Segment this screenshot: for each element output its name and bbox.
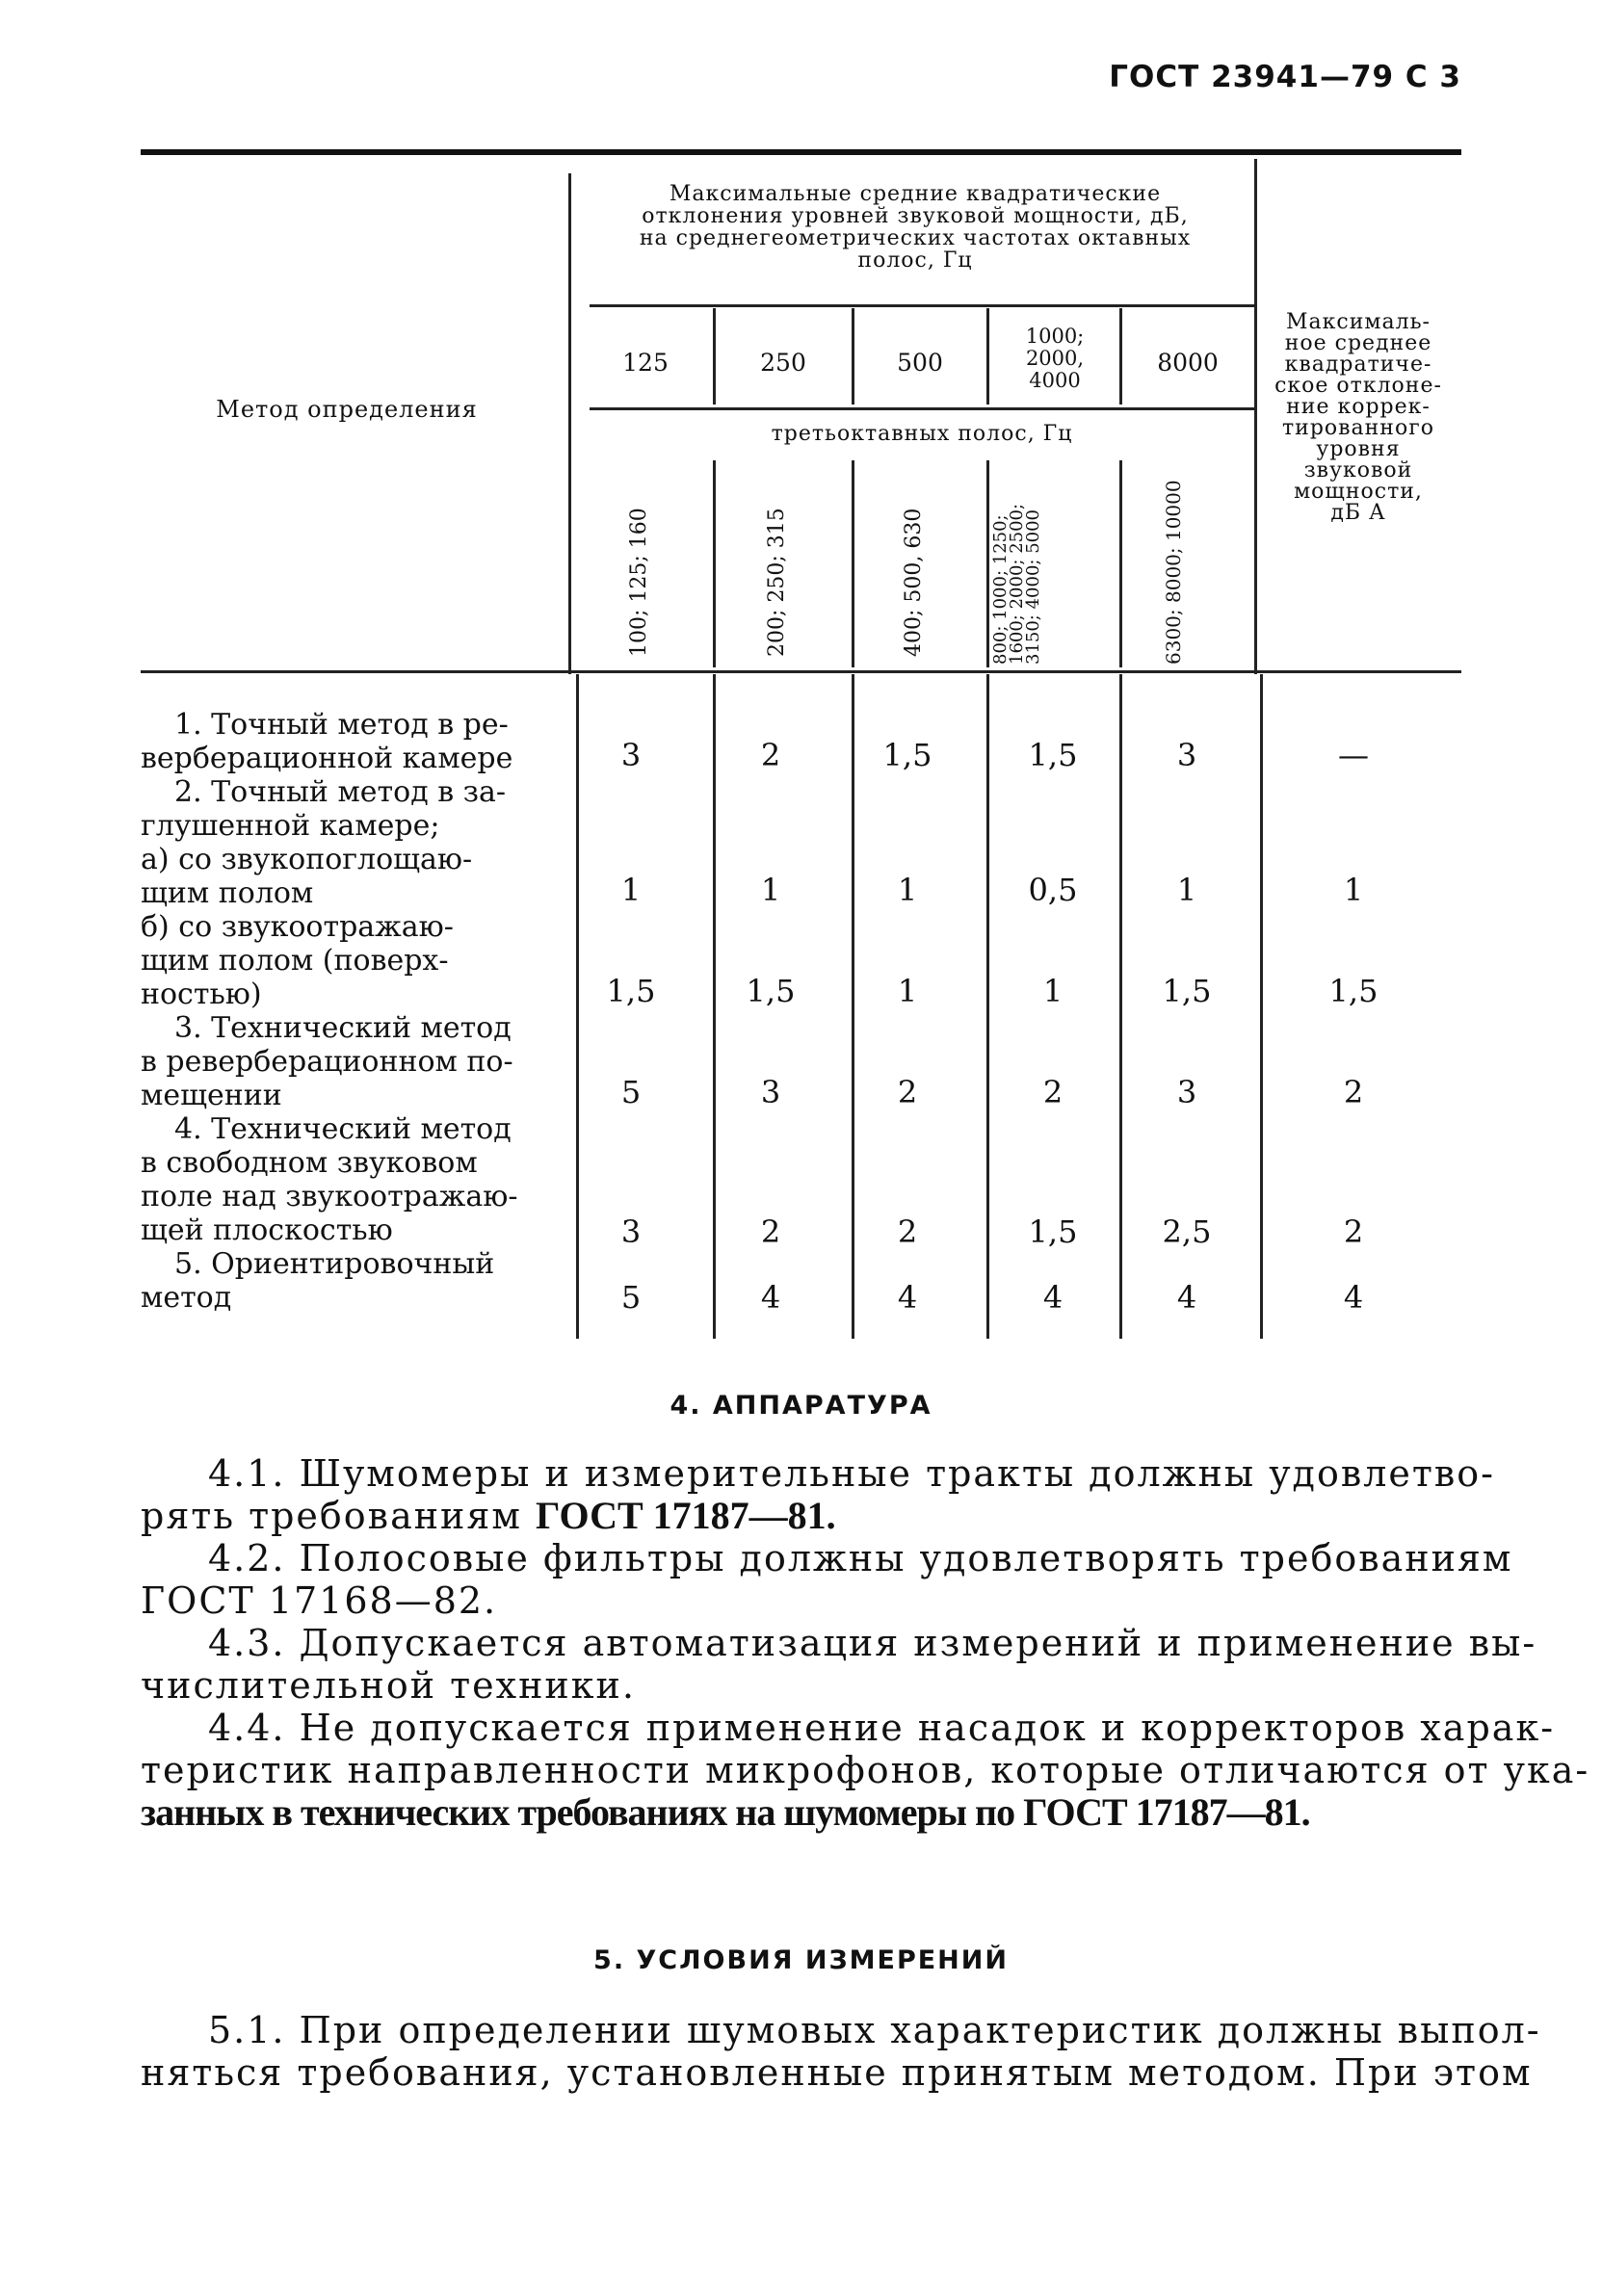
row-label-line: 3. Технический метод [174,1011,512,1045]
octave-band: 8000 [1157,349,1219,377]
para-line: няться требования, установленные принятым методом. При этом [141,2051,1533,2094]
row-label-line: в свободном звуковом [141,1146,478,1180]
table-divider [141,670,1461,673]
third-octave-band: 200; 250; 315 [765,508,789,657]
table-cell-value: 1 [1176,872,1197,908]
para-line: рять требованиям [141,1495,522,1537]
group-header-line: на среднегеометрических частотах октавных [639,226,1192,250]
table-cell-value: 1,5 [1162,973,1212,1009]
table-cell-value: 1 [1042,973,1064,1009]
table-cell-value: 3 [620,737,642,773]
third-octave-band: 400; 500, 630 [902,508,926,657]
table-cell-value: 1,5 [882,737,932,773]
group-header [578,183,1252,272]
table-cell-value: 3 [1176,1074,1197,1110]
table-divider [1119,674,1122,1339]
row-label-line: 4. Технический метод [174,1112,512,1146]
corrected-header-line: Максималь- [1286,310,1431,334]
table-cell-value: 4 [1343,1279,1364,1316]
table-cell-value: 1,5 [1328,973,1379,1009]
corrected-header-line: уровня [1316,437,1401,461]
para-line: 4.2. Полосовые фильтры должны удовлетворять требованиям [208,1537,1513,1579]
corrected-header-line: дБ А [1330,501,1386,525]
table-divider [590,407,1254,410]
corrected-header-line: квадратиче- [1284,352,1432,377]
method-labels [141,708,547,1315]
table-cell-value: 1 [620,872,642,908]
table-cell-value: 1 [1343,872,1364,908]
row-label-line: щей плоскостью [141,1213,393,1247]
table-cell-value: 1,5 [746,973,796,1009]
octave-band: 1000; 2000, 4000 [1025,325,1085,392]
octave-band: 250 [760,349,806,377]
paragraph [141,1452,1590,1834]
row-label-line: метод [141,1281,232,1315]
paragraph [141,2009,1541,2094]
table-cell-value: 1,5 [1028,737,1078,773]
table-cell-value: 2 [897,1074,918,1110]
corrected-header-line: мощности, [1294,480,1423,504]
table-cell-value: 1 [760,872,781,908]
table-cell-value: 3 [760,1074,781,1110]
table-divider [1260,674,1263,1339]
table-cell-value: 1 [897,872,918,908]
para-line: теристик направленности микрофонов, которые отличаются от ука- [141,1749,1590,1791]
table-cell-value: 3 [620,1213,642,1250]
corrected-header-line: ное среднее [1284,331,1432,355]
group-header-line: Максимальные средние квадратические [669,182,1162,206]
table-divider [986,460,989,667]
table-divider [852,674,854,1339]
row-label-line: 1. Точный метод в ре- [174,708,509,742]
table-cell-value: 4 [1042,1279,1064,1316]
row-label-line: 2. Точный метод в за- [174,775,507,809]
group-header-line: полос, Гц [857,248,973,273]
section-title: 4. АППАРАТУРА [670,1391,932,1421]
table-divider [986,308,989,404]
octave-band: 125 [622,349,669,377]
table-cell-value: 2,5 [1162,1213,1212,1250]
corrected-header-line: ское отклоне- [1274,374,1442,398]
table-divider [590,304,1254,307]
table-cell-value: 5 [620,1074,642,1110]
row-label-line: а) со звукопоглощаю- [141,843,473,876]
third-octave-band: 6300; 8000; 10000 [1162,480,1185,665]
para-line: 5.1. При определении шумовых характеристик должны выпол- [208,2009,1541,2051]
para-line-bold: занных в технических требованиях на шумомеры по ГОСТ 17187—81. [141,1790,1310,1834]
corrected-header-line: ние коррек- [1286,395,1431,419]
para-line: 4.4. Не допускается применение насадок и корректоров харак- [208,1707,1556,1749]
group-header-line: отклонения уровней звуковой мощности, дБ, [642,204,1189,228]
table-cell-value: 1,5 [1028,1213,1078,1250]
table-cell-value: 4 [897,1279,918,1316]
para-line: 4.3. Допускается автоматизация измерений и применение вы- [208,1622,1537,1664]
table-cell-value: 2 [1343,1213,1364,1250]
table-cell-value: 2 [897,1213,918,1250]
row-label-line: щим полом (поверх- [141,944,449,978]
table-cell-value: 0,5 [1028,872,1078,908]
table-divider [852,460,854,667]
row-label-line: б) со звукоотражаю- [141,910,454,944]
table-divider [986,674,989,1339]
table-cell-value: 2 [760,1213,781,1250]
table-divider [713,460,716,667]
table-cell-value: 2 [760,737,781,773]
row-label-line: ностью) [141,978,262,1011]
table-cell-value: 1 [897,973,918,1009]
row-label-line: глушенной камере; [141,809,440,843]
table-divider [568,173,571,674]
octave-band: 500 [897,349,943,377]
table-divider [713,674,716,1339]
table-cell-value: — [1338,737,1369,773]
table-cell-value: 2 [1343,1074,1364,1110]
table-divider [1254,159,1257,674]
row-label-line: поле над звукоотражаю- [141,1180,518,1213]
table-divider [1119,460,1122,667]
row-label-line: щим полом [141,876,314,910]
table-divider [576,674,579,1339]
table-cell-value: 4 [760,1279,781,1316]
corrected-header-line: звуковой [1303,458,1413,483]
table-cell-value: 5 [620,1279,642,1316]
third-octave-band: 100; 125; 160 [627,508,651,657]
para-line: 4.1. Шумомеры и измерительные тракты должны удовлетво- [208,1452,1495,1495]
corrected-header [1262,312,1455,524]
top-rule [141,149,1461,155]
corrected-header-line: тированного [1281,416,1434,440]
standard-ref: ГОСТ 17187—81. [536,1494,836,1537]
row-label-line: мещении [141,1079,282,1112]
section-title: 5. УСЛОВИЯ ИЗМЕРЕНИЙ [593,1945,1009,1975]
table-cell-value: 4 [1176,1279,1197,1316]
row-label-line: 5. Ориентировочный [174,1247,495,1281]
table-cell-value: 1,5 [606,973,656,1009]
para-line: ГОСТ 17168—82. [141,1579,498,1622]
third-octave-band: 800; 1000; 1250; 1600; 2000; 2500; 3150; 4000; 5000 [990,503,1043,665]
third-octave-header: третьоктавных полос, Гц [771,422,1073,446]
page-header: ГОСТ 23941—79 С 3 [1109,60,1461,94]
table-cell-value: 3 [1176,737,1197,773]
table-cell-value: 2 [1042,1074,1064,1110]
method-header: Метод определения [216,396,478,423]
row-label-line: верберационной камере [141,742,513,775]
row-label-line: в реверберационном по- [141,1045,513,1079]
para-line: числительной техники. [141,1664,636,1707]
